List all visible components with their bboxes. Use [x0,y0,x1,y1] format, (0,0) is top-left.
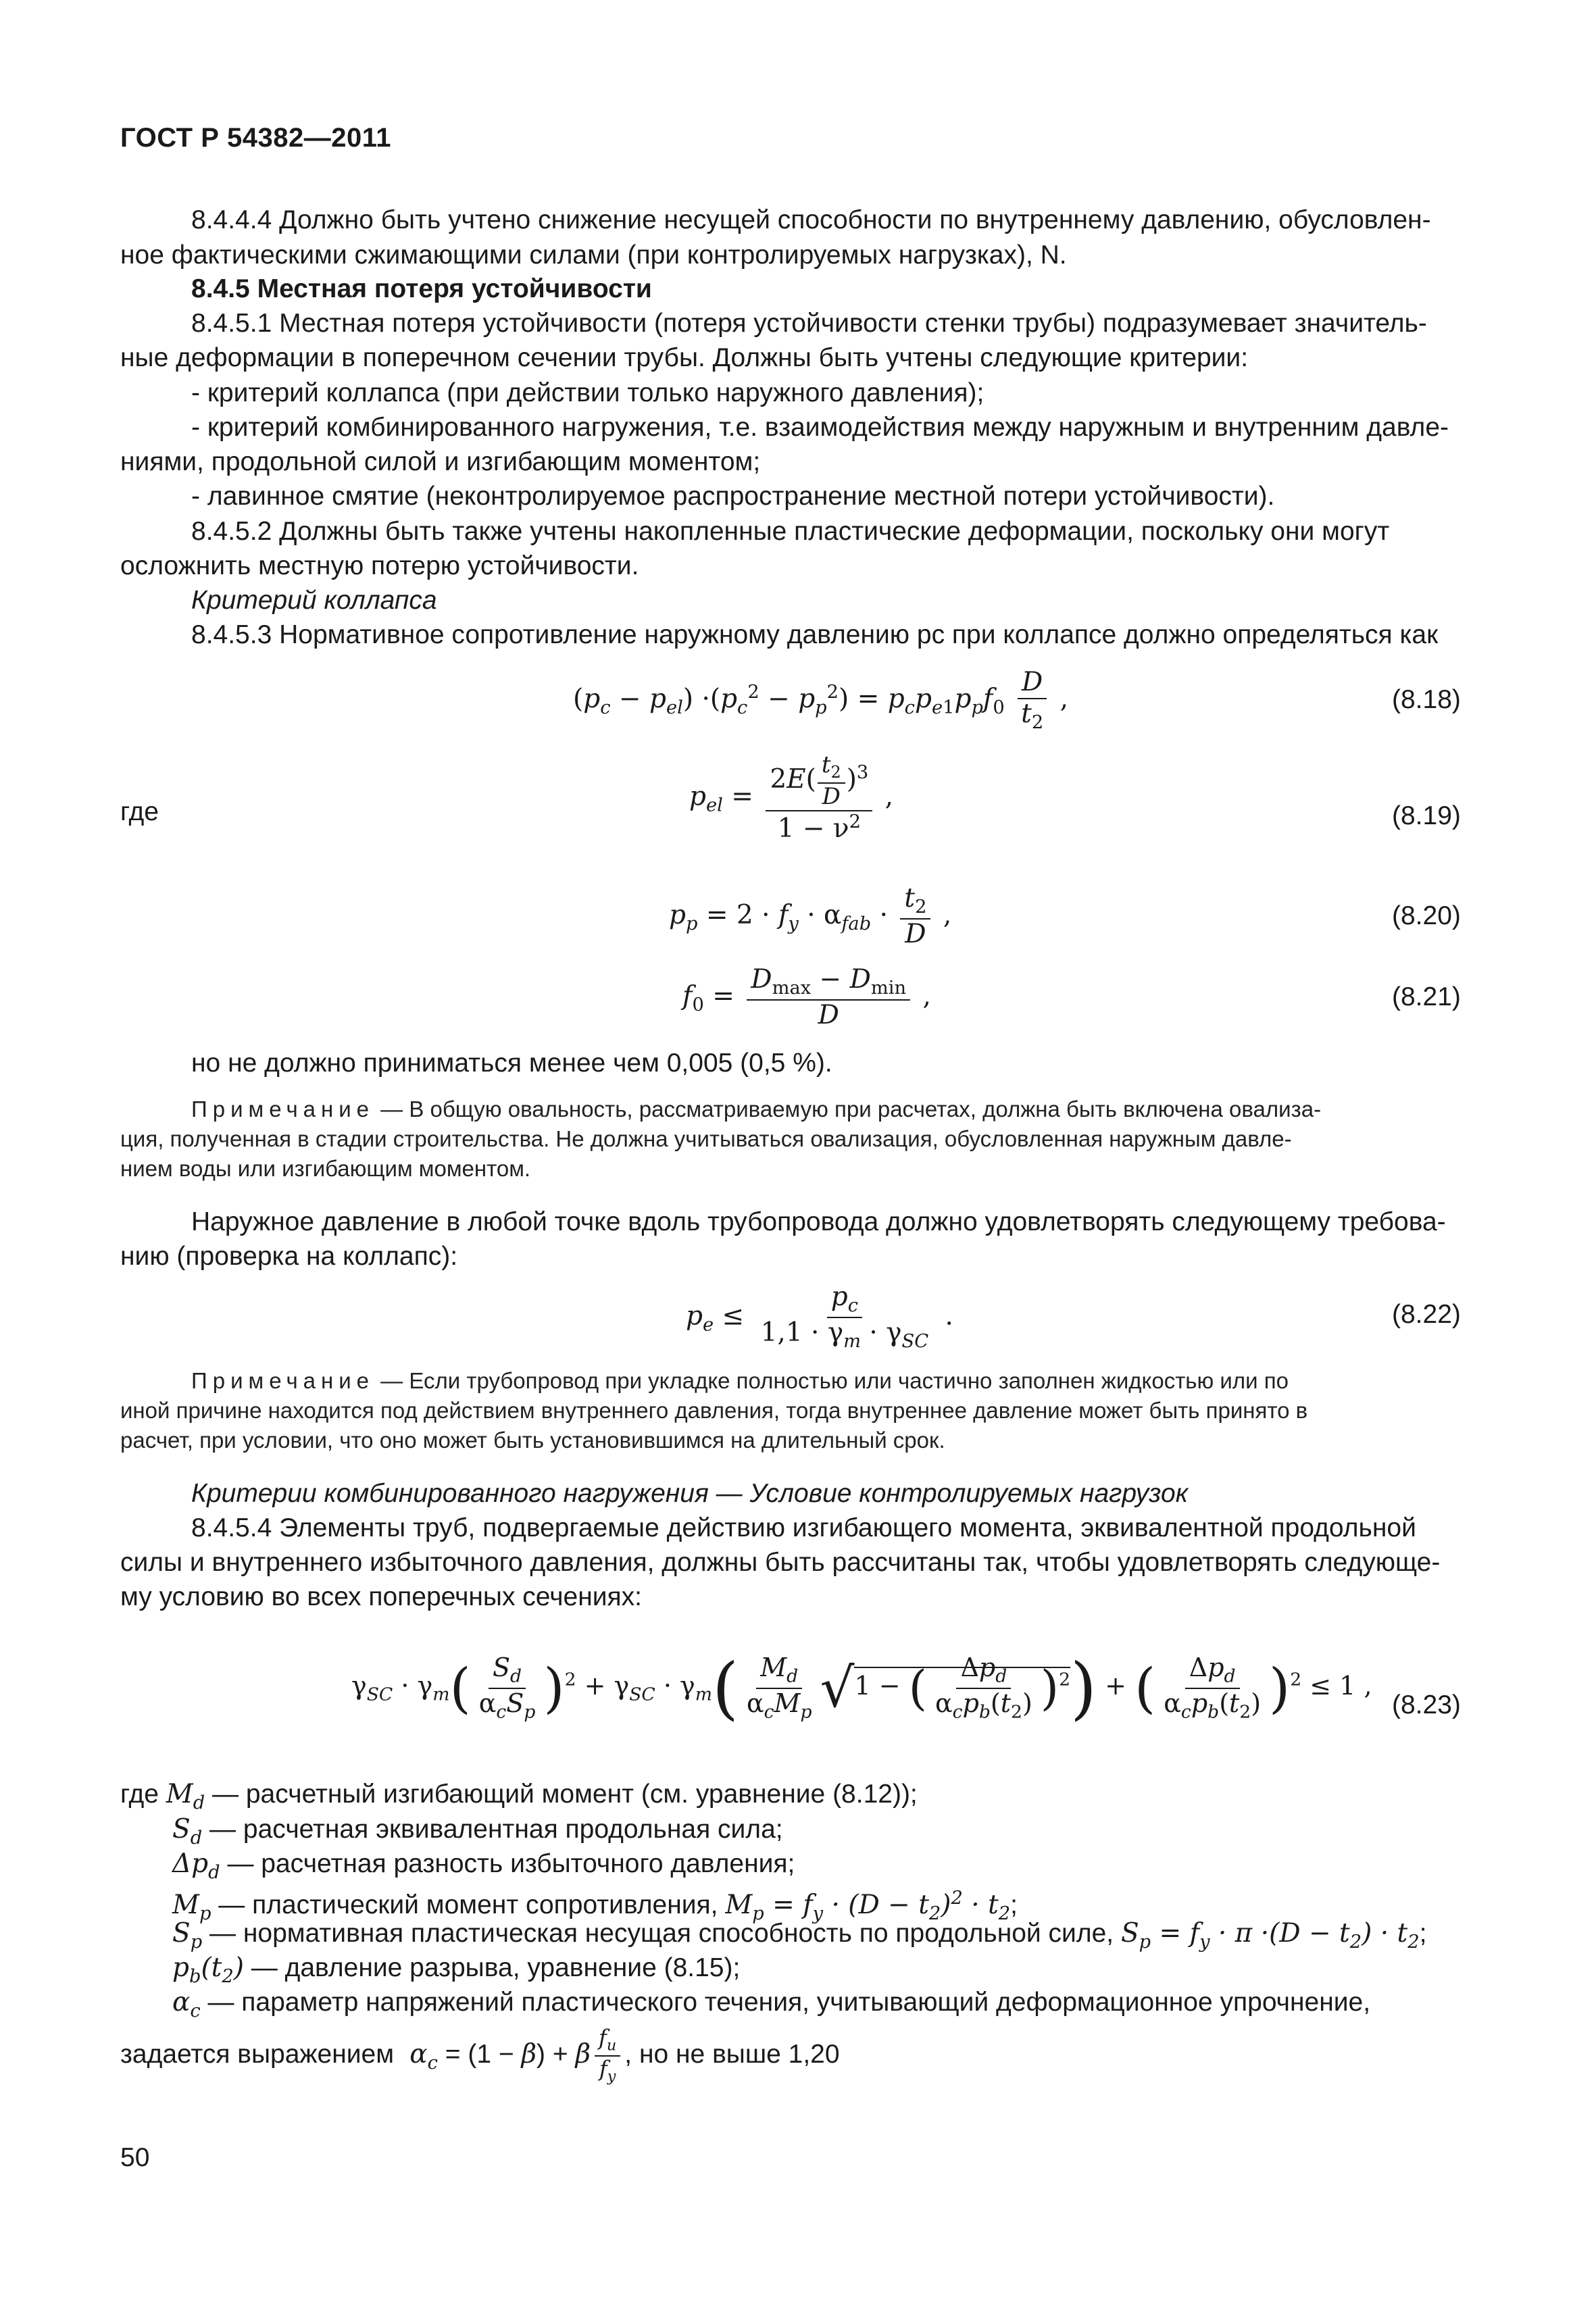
def-alpha-c: $\alpha_c$ — параметр напряжений пластического течения, учитывающий деформационное упрочнение, [172,1987,1371,2021]
equation-number-8-22: (8.22) [1392,1300,1461,1329]
formula-8-21: $f_0$ = $\frac{D_{max} - D_{min}}{D}$ , [682,964,931,1031]
def-alpha-c-text: — параметр напряжений пластического течения, учитывающий деформационное упрочнение, [200,1988,1371,2017]
para-8444-line2: ное фактическими сжимающими силами (при контролируемых нагрузках), N. [120,241,1067,270]
minimum-ovality-text: но не должно приниматься менее чем 0,005 (0,5 %). [191,1049,832,1078]
note1-line2: ция, полученная в стадии строительства. Не должна учитываться овализация, обусловленная наружным давле- [120,1126,1292,1151]
criteria-item-collapse: - критерий коллапса (при действии только наружного давления); [191,378,984,407]
def-sp: $S_p$ — нормативная пластическая несущая способность по продольной силе, $S_p = f_y \cdot \pi \cdot(D - t_2) \cdot t_2$; [172,1918,1427,1953]
note2-line2: иной причине находится под действием внутреннего давления, тогда внутреннее давление может быть принято в [120,1398,1308,1423]
where-label-2: где [120,1780,159,1809]
collapse-criterion-title: Критерий коллапса [191,586,437,615]
formula-8-18: $(p_c - p_{el}) \cdot(p_c^2 - p_p^2) = p_cp_{e1}p_pf_0$ $\frac{D}{t_2}$ , [573,667,1068,733]
note2-line1 [191,1366,1289,1396]
note1-line3: нием воды или изгибающим моментом. [120,1156,531,1181]
section-heading-845: 8.4.5 Местная потеря устойчивости [191,274,652,303]
para-pressure-line1: Наружное давление в любой точке вдоль трубопровода должно удовлетворять следующему требова- [191,1207,1446,1236]
def-pb-text: — давление разрыва, уравнение (8.15); [243,1953,741,1982]
def-sd: $S_d$ — расчетная эквивалентная продольная сила; [172,1814,783,1848]
def-md: где $M_d$ — расчетный изгибающий момент (см. уравнение (8.12)); [120,1779,918,1813]
formula-8-20: $p_p = 2 \cdot f_y \cdot \alpha_{fab}$ · $\frac{t_2}{D}$ , [669,883,952,950]
equation-number-8-18: (8.18) [1392,685,1461,714]
note2-text: — Если трубопровод при укладке полностью или частично заполнен жидкостью или по [374,1368,1289,1393]
combined-loading-title: Критерии комбинированного нагружения — Условие контролируемых нагрузок [191,1479,1189,1508]
formula-8-23: $\gamma_{SC} \cdot \gamma_m$( $\frac{S_d}{\alpha_cS_p}$ )$^2 + \gamma_{SC} \cdot \gamma_m$( $\frac{M_d}{\alpha_cM_p}$ √1 − ( $\frac{\Delta p_d}{\alpha_cp_b(t_2)}$ )$^2$) + ( $\frac{\Delta p_d}{\alpha_cp_b(t_2)}$ )$^2$ ≤ 1 , [351,1649,1372,1728]
def-pb: $p_b(t_2)$ — давление разрыва, уравнение (8.15); [172,1953,741,1987]
para-8454-line1: 8.4.5.4 Элементы труб, подвергаемые действию изгибающего момента, эквивалентной продольной [191,1513,1416,1542]
para-8444-line1: 8.4.4.4 Должно быть учтено снижение несущей способности по внутреннему давлению, обусловлен- [191,205,1431,234]
equation-number-8-23: (8.23) [1392,1690,1461,1719]
equation-number-8-21: (8.21) [1392,982,1461,1011]
para-8451-line1: 8.4.5.1 Местная потеря устойчивости (потеря устойчивости стенки трубы) подразумевает значитель- [191,309,1427,338]
def-sp-text: — нормативная пластическая несущая способность по продольной силе, [202,1919,1121,1948]
def-mp: $M_p$ — пластический момент сопротивления, $M_p = f_y \cdot (D - t_2)^2 \cdot t_2$; [172,1888,1018,1924]
note1-text: — В общую овальность, рассматриваемую при расчетах, должна быть включена овализа- [374,1097,1322,1122]
para-8452-line2: осложнить местную потерю устойчивости. [120,551,639,580]
page-number: 50 [120,2143,150,2172]
def-mp-text: — пластический момент сопротивления, [211,1890,726,1919]
alpha-c-expression-label: задается выражением [120,2040,395,2069]
criteria-item-avalanche: - лавинное смятие (неконтролируемое распространение местной потери устойчивости). [191,482,1275,511]
where-label: где [120,797,159,826]
para-8453: 8.4.5.3 Нормативное сопротивление наружному давлению pc при коллапсе должно определяться как [191,620,1439,649]
criteria-item-combined-line2: ниями, продольной силой и изгибающим моментом; [120,447,761,476]
def-dpd-text: — расчетная разность избыточного давления; [220,1849,795,1878]
note2-line3: расчет, при условии, что оно может быть установившимся на длительный срок. [120,1428,945,1453]
note1-line1 [191,1095,1321,1124]
equation-number-8-19: (8.19) [1392,801,1461,830]
para-8451-line2: ные деформации в поперечном сечении трубы. Должны быть учтены следующие критерии: [120,343,1249,372]
para-8454-line3: му условию во всех поперечных сечениях: [120,1582,642,1611]
alpha-c-limit: , но не выше 1,20 [624,2040,840,2069]
def-dpd: $\Delta p_d$ — расчетная разность избыточного давления; [172,1848,795,1883]
def-sd-text: — расчетная эквивалентная продольная сила; [202,1815,783,1844]
alpha-c-expression: задается выражением $\alpha_c = (1 - \beta) + \beta$ $\frac{f_u}{f_y}$ , но не выше 1,20 [120,2025,840,2086]
formula-8-19: $p_{el}$ = 2E( $\frac{t_2}{D}$ )$^3$ $1 - \nu^2$ , [689,751,894,845]
para-pressure-line2: нию (проверка на коллапс): [120,1242,458,1271]
note1-label: Примечание [191,1097,375,1122]
criteria-item-combined-line1: - критерий комбинированного нагружения, т.е. взаимодействия между наружным и внутренним давле- [191,413,1449,442]
def-md-text: — расчетный изгибающий момент (см. уравнение (8.12)); [205,1780,918,1809]
formula-8-22: $p_e$ ≤ $\frac{p_c}{1,1 \cdot \gamma_m \cdot \gamma_{SC}}$ . [686,1282,953,1353]
para-8454-line2: силы и внутреннего избыточного давления, должны быть рассчитаны так, чтобы удовлетворять следующе- [120,1548,1441,1577]
document-header: ГОСТ Р 54382—2011 [120,123,391,153]
note2-label: Примечание [191,1368,375,1393]
equation-number-8-20: (8.20) [1392,901,1461,930]
para-8452-line1: 8.4.5.2 Должны быть также учтены накопленные пластические деформации, поскольку они могут [191,517,1390,546]
